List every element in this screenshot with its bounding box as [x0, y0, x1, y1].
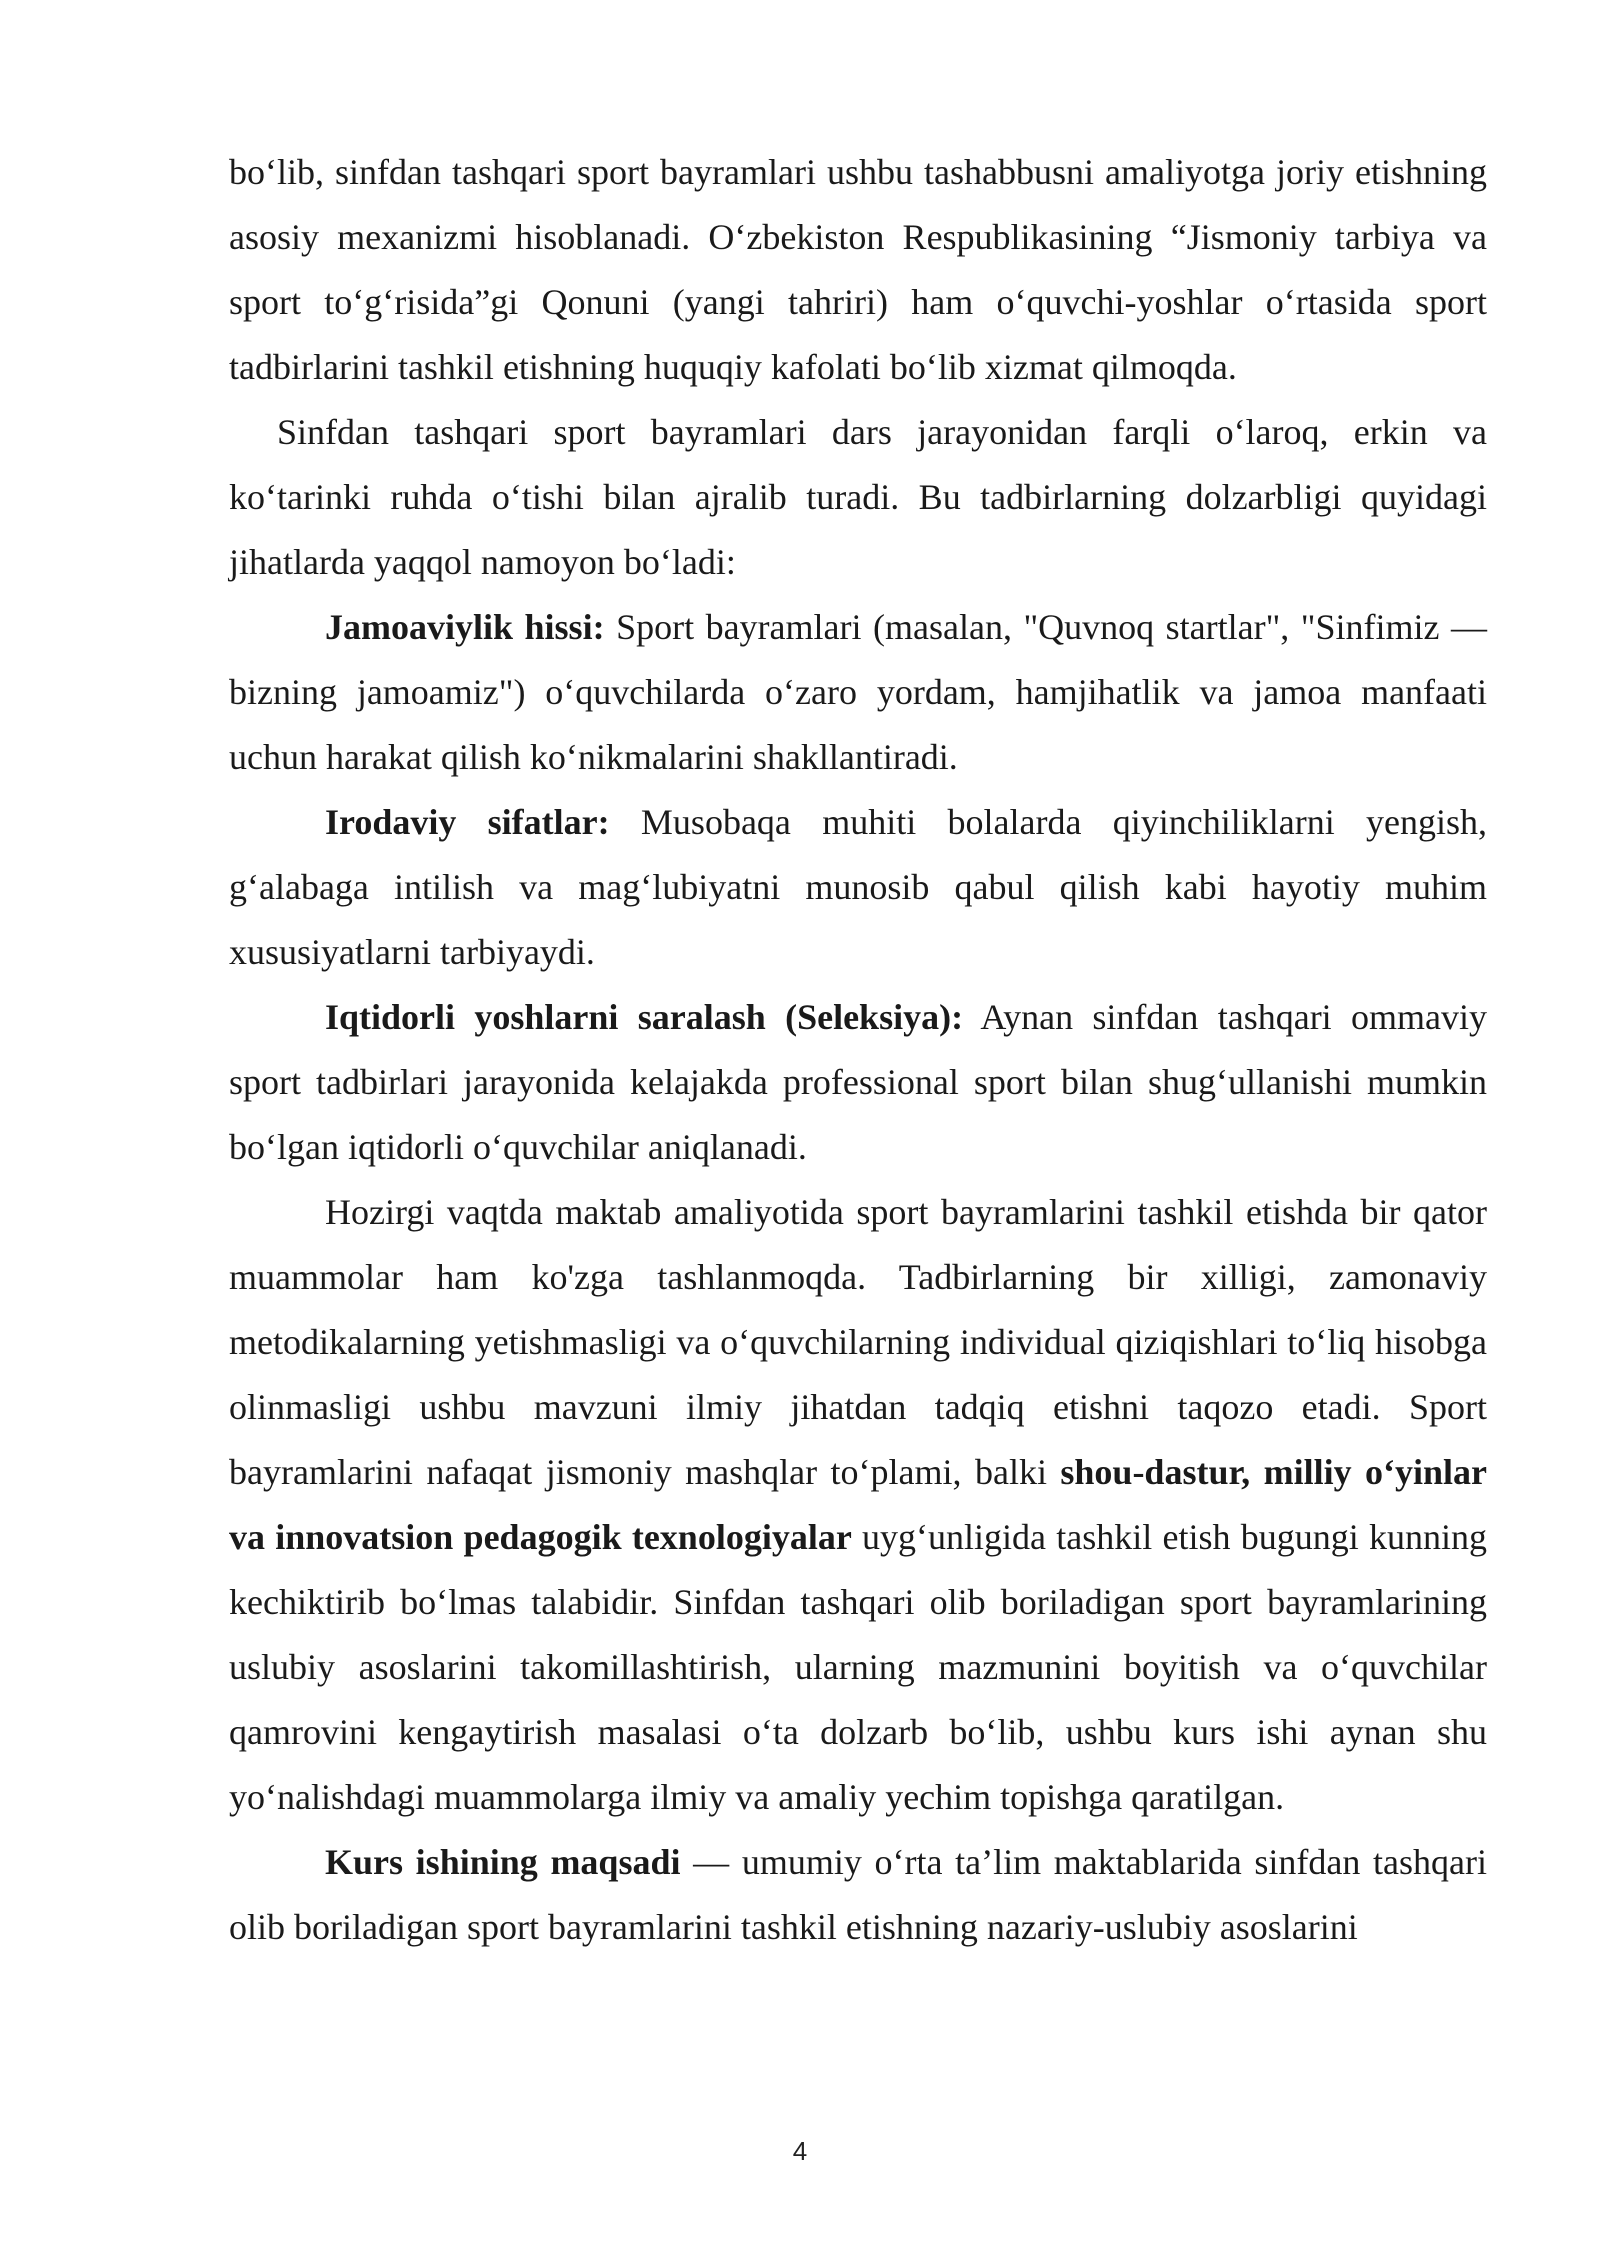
- document-body: [229, 140, 1487, 1960]
- text-selection: Aynan sinfdan tashqari ommaviy sport tadbirlari jarayonida kelajakda professional sport bilan shug‘ullanishi mumkin bo‘lgan iqtidorli o‘quvchilar aniqlanadi.: [229, 997, 1488, 1167]
- text-problems-before: Hozirgi vaqtda maktab amaliyotida sport bayramlarini tashkil etishda bir qator muammolar ham ko'zga tashlanmoqda. Tadbirlarning bir xilligi, zamonaviy metodikalarning yetishmasligi va o‘quvchilarning individual qiziqishlari to‘liq hisobga olinmasligi ushbu mavzuni ilmiy jihatdan tadqiq etishni taqozo etadi. Sport bayramlarini nafaqat jismoniy mashqlar to‘plami, balki: [229, 1192, 1487, 1492]
- term-course-goal: Kurs ishining maqsadi: [325, 1842, 681, 1882]
- paragraph-will-qualities: [229, 790, 1487, 985]
- paragraph-selection: [229, 985, 1487, 1180]
- paragraph-1: bo‘lib, sinfdan tashqari sport bayramlari ushbu tashabbusni amaliyotga joriy etishning asosiy mexanizmi hisoblanadi. O‘zbekiston Respublikasining “Jismoniy tarbiya va sport to‘g‘risida”gi Qonuni (yangi tahriri) ham o‘quvchi-yoshlar o‘rtasida sport tadbirlarini tashkil etishning huquqiy kafolati bo‘lib xizmat qilmoqda.: [229, 152, 1487, 387]
- text-will-qualities: Musobaqa muhiti bolalarda qiyinchiliklarni yengish, g‘alabaga intilish va mag‘lubiyatni munosib qabul qilish kabi hayotiy muhim xususiyatlarni tarbiyaydi.: [229, 802, 1487, 972]
- paragraph-2: Sinfdan tashqari sport bayramlari dars jarayonidan farqli o‘laroq, erkin va ko‘tarinki ruhda o‘tishi bilan ajralib turadi. Bu tadbirlarning dolzarbligi quyidagi jihatlarda yaqqol namoyon bo‘ladi:: [229, 412, 1487, 582]
- text-team-spirit: Sport bayramlari (masalan, "Quvnoq startlar", "Sinfimiz — bizning jamoamiz") o‘quvchilarda o‘zaro yordam, hamjihatlik va jamoa manfaati uchun harakat qilish ko‘nikmalarini shakllantiradi.: [229, 607, 1487, 777]
- paragraph-team-spirit: [229, 595, 1487, 790]
- term-team-spirit: Jamoaviylik hissi:: [325, 607, 605, 647]
- text-course-goal: — umumiy o‘rta ta’lim maktablarida sinfdan tashqari olib boriladigan sport bayramlarini tashkil etishning nazariy-uslubiy asoslarini: [229, 1842, 1487, 1947]
- term-will-qualities: Irodaviy sifatlar:: [325, 802, 610, 842]
- term-selection: Iqtidorli yoshlarni saralash (Seleksiya):: [325, 997, 964, 1037]
- paragraph-course-goal: [229, 1830, 1487, 1960]
- page-number: 4: [792, 2136, 808, 2166]
- text-problems-after: uyg‘unligida tashkil etish bugungi kunning kechiktirib bo‘lmas talabidir. Sinfdan tashqari olib boriladigan sport bayramlarining uslubiy asoslarini takomillashtirish, ularning mazmunini boyitish va o‘quvchilar qamrovini kengaytirish masalasi o‘ta dolzarb bo‘lib, ushbu kurs ishi aynan shu yo‘nalishdagi muammolarga ilmiy va amaliy yechim topishga qaratilgan.: [229, 1517, 1487, 1817]
- paragraph-current-problems: [229, 1180, 1487, 1830]
- bold-show-program: shou-dastur, milliy o‘yinlar va innovatsion pedagogik texnologiyalar: [229, 1452, 1488, 1557]
